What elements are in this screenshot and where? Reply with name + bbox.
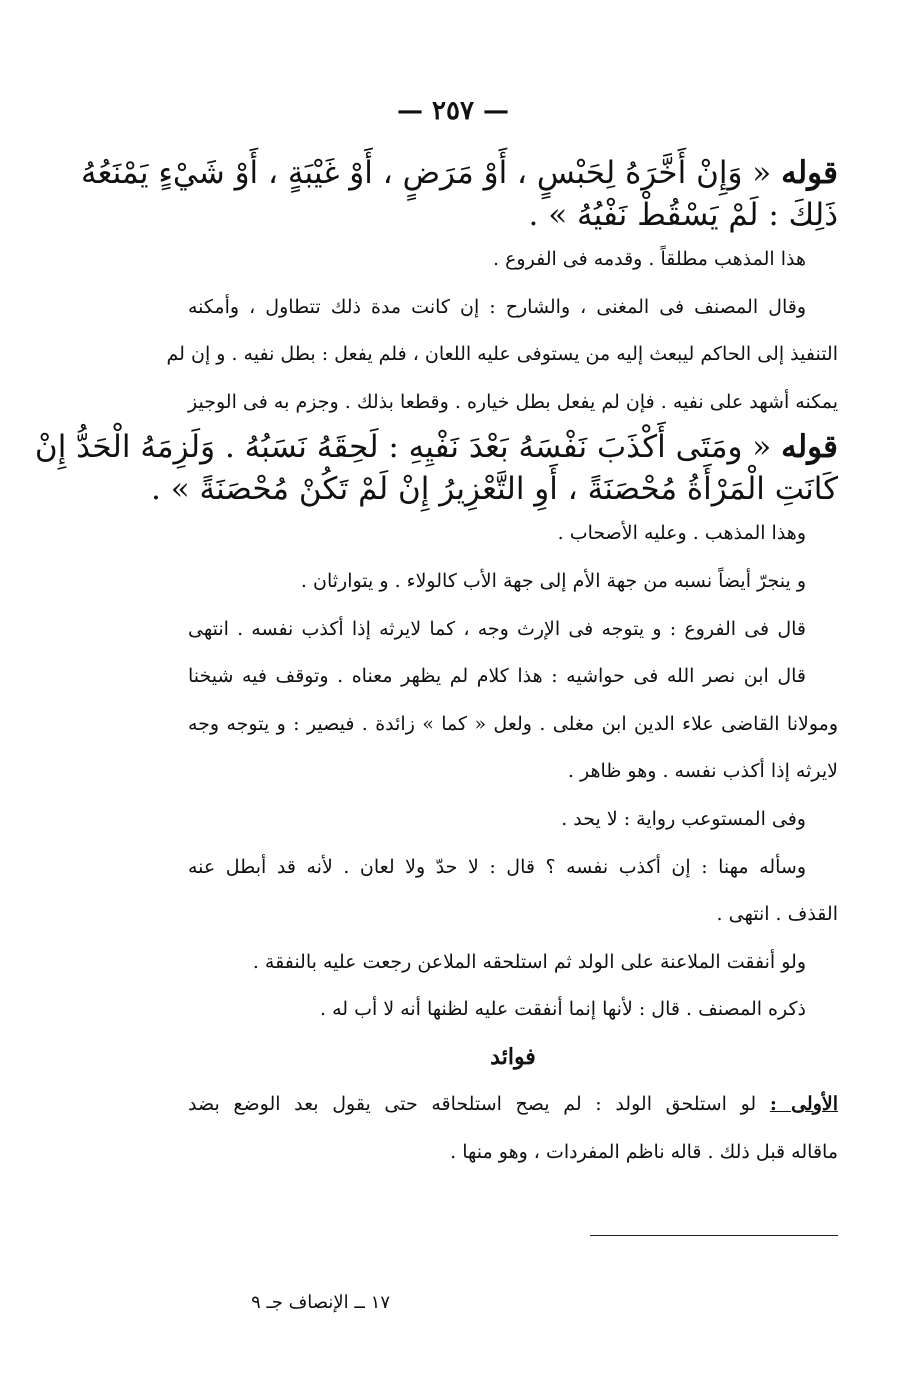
text-line: وسأله مهنا : إن أكذب نفسه ؟ قال : لا حدّ ولا لعان . لأنه قد أبطل عنه (188, 855, 806, 878)
text-line: التنفيذ إلى الحاكم ليبعث إليه من يستوفى عليه اللعان ، فلم يفعل : بطل نفيه . و إن لم (166, 343, 838, 366)
text-line: و ينجرّ أيضاً نسبه من جهة الأم إلى جهة الأب كالولاء . و يتوارثان . (300, 569, 806, 592)
text-line: لايرثه إذا أكذب نفسه . وهو ظاهر . (567, 760, 838, 783)
text-line: وقال المصنف فى المغنى ، والشارح : إن كانت مدة ذلك تتطاول ، وأمكنه (188, 295, 806, 318)
page-number: — ٢٥٧ — (396, 96, 510, 126)
text-line: يمكنه أشهد على نفيه . فإن لم يفعل بطل خياره . وقطعا بذلك . وجزم به فى الوجيز (188, 390, 838, 413)
text-line: ولو أنفقت الملاعنة على الولد ثم استلحقه الملاعن رجعت عليه بالنفقة . (252, 950, 806, 973)
text-line: وفى المستوعب رواية : لا يحد . (561, 807, 806, 830)
text-line (188, 194, 838, 236)
text-line: وهذا المذهب . وعليه الأصحاب . (557, 522, 806, 545)
section-heading: فوائد (490, 1043, 536, 1070)
quote-text: « وَإِنْ أَخَّرَهُ لِحَبْسٍ ، أَوْ مَرَضٍ ، أَوْ غَيْبَةٍ ، أَوْ شَيْءٍ يَمْنَعُهُ (81, 155, 772, 191)
quote-label: قوله (781, 429, 838, 466)
text-line: ماقاله قبل ذلك . قاله ناظم المفردات ، وهو منها . (450, 1140, 838, 1163)
quote-label: قوله (781, 155, 838, 191)
quote-text: ذَلِكَ : لَمْ يَسْقُطْ نَفْيُهُ » . (528, 197, 838, 233)
line-text: لو استلحق الولد : لم يصح استلحاقه حتى يقول بعد الوضع بضد (188, 1092, 770, 1115)
text-line: ذكره المصنف . قال : لأنها إنما أنفقت عليه لظنها أنه لا أب له . (320, 998, 806, 1021)
numbered-point-label: الأولى : (769, 1092, 838, 1115)
text-line: قال فى الفروع : و يتوجه فى الإرث وجه ، كما لايرثه إذا أكذب نفسه . انتهى (188, 617, 806, 640)
page-body (34, 152, 838, 1176)
quote-text: « ومَتَى أَكْذَبَ نَفْسَهُ بَعْدَ نَفْيِهِ : لَحِقَهُ نَسَبُهُ . وَلَزِمَهُ الْحَدُّ إِنْ (34, 429, 772, 466)
footnote-divider (590, 1235, 838, 1236)
text-line: ومولانا القاضى علاء الدين ابن مغلى . ولعل « كما » زائدة . فيصير : و يتوجه وجه (188, 712, 838, 735)
text-line: قال ابن نصر الله فى حواشيه : هذا كلام لم يظهر معناه . وتوقف فيه شيخنا (188, 665, 806, 688)
page-footer: ١٧ ــ الإنصاف جـ ٩ (251, 1292, 390, 1313)
text-line (34, 426, 838, 468)
text-line: هذا المذهب مطلقاً . وقدمه فى الفروع . (493, 248, 806, 270)
text-line (188, 1081, 838, 1129)
text-line (151, 468, 838, 510)
quote-text: كَانَتِ الْمَرْأَةُ مُحْصَنَةً ، أَوِ التَّعْزِيرُ إِنْ لَمْ تَكُنْ مُحْصَنَةً » . (151, 471, 838, 508)
text-line: القذف . انتهى . (716, 903, 838, 926)
text-line (81, 152, 838, 194)
